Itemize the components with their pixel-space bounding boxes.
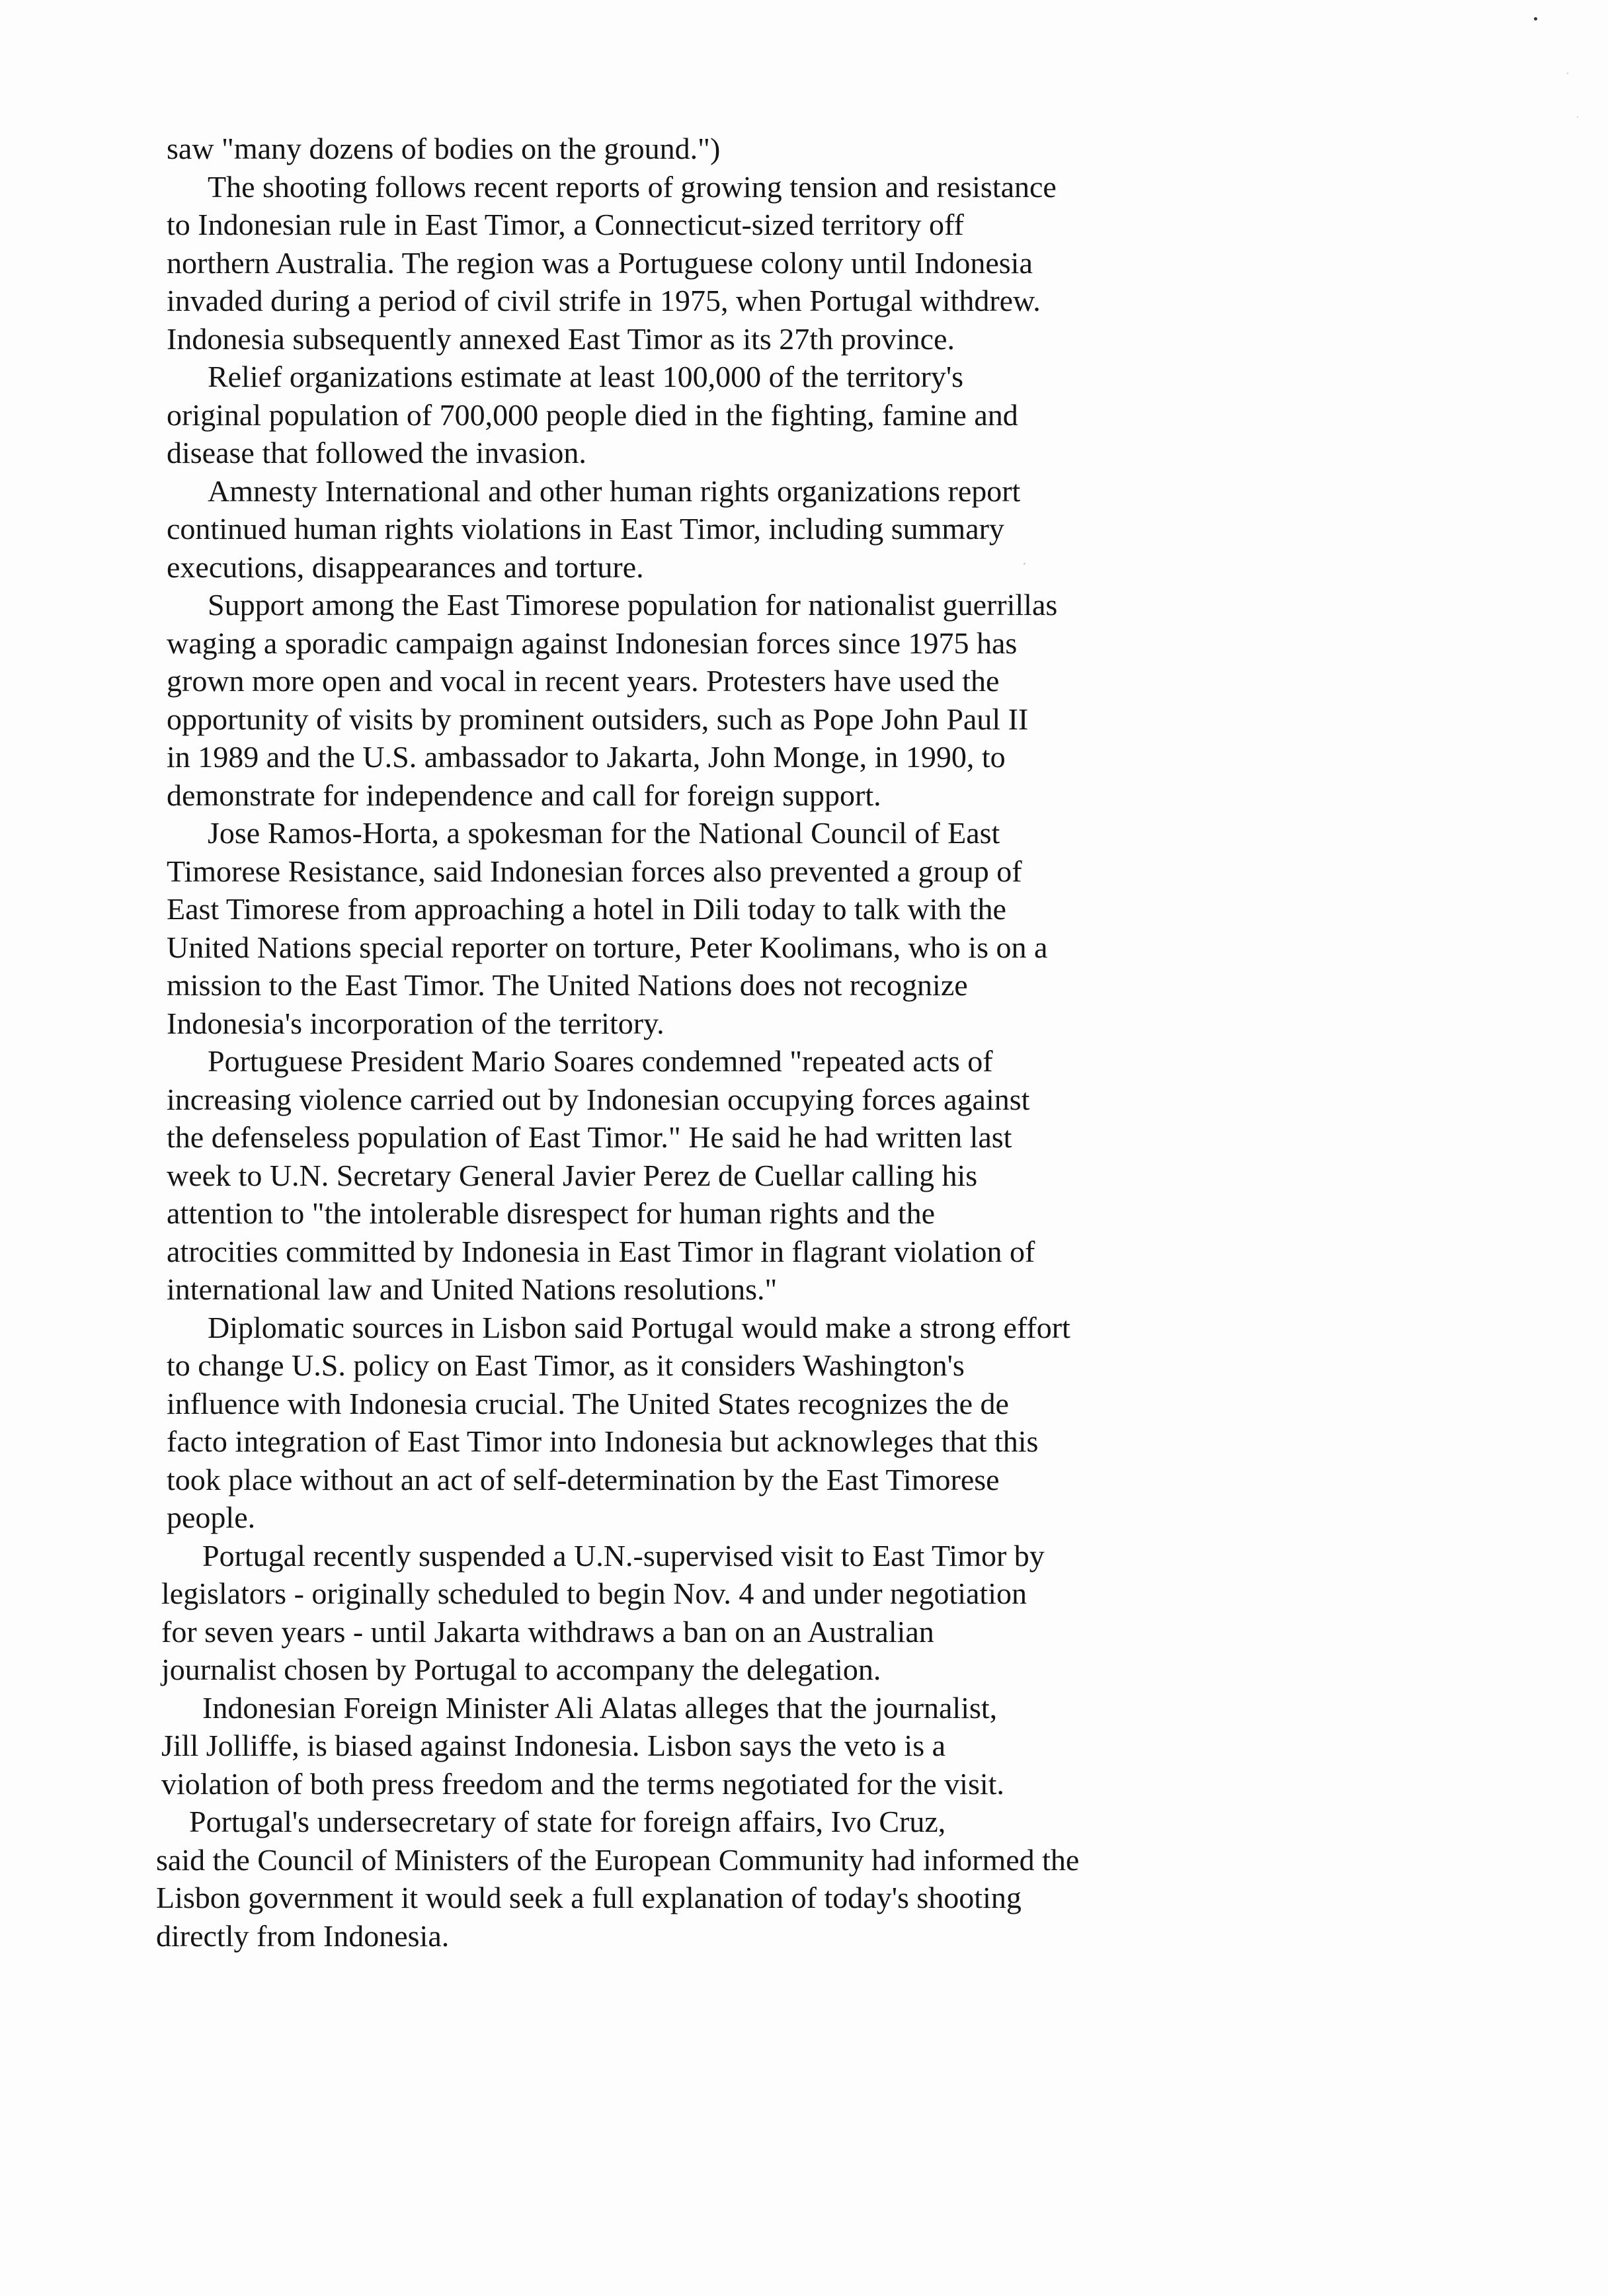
scan-speck [1567,73,1568,74]
text-line: increasing violence carried out by Indonesian occupying forces against [167,1082,1030,1116]
text-line: Support among the East Timorese population for nationalist guerrillas [208,588,1058,622]
text-line: Amnesty International and other human rights organizations report [208,473,1021,508]
text-line: Indonesia's incorporation of the territory. [167,1006,664,1040]
text-line: international law and United Nations resolutions." [167,1272,778,1306]
text-line: atrocities committed by Indonesia in East Timor in flagrant violation of [167,1234,1035,1268]
scan-speck [1577,116,1578,118]
paragraph-relief-estimate [167,358,1304,472]
text-line: in 1989 and the U.S. ambassador to Jakarta, John Monge, in 1990, to [167,740,1006,774]
text-line: Jill Jolliffe, is biased against Indonesia. Lisbon says the veto is a [161,1729,946,1762]
text-line: to Indonesian rule in East Timor, a Connecticut-sized territory off [167,208,964,241]
text-line: Timorese Resistance, said Indonesian forces also prevented a group of [167,854,1022,888]
text-line: the defenseless population of East Timor." He said he had written last [167,1120,1012,1154]
text-line: continued human rights violations in East Timor, including summary [167,512,1004,546]
text-line: East Timorese from approaching a hotel in Dili today to talk with the [167,892,1006,926]
paragraph-ramos-horta [167,814,1304,1042]
text-line: journalist chosen by Portugal to accompany the delegation. [161,1653,881,1686]
paragraph-amnesty [167,472,1304,587]
text-line: people. [167,1500,256,1534]
paragraph-ivo-cruz [156,1803,1304,1955]
text-line: attention to "the intolerable disrespect for human rights and the [167,1196,936,1230]
text-line: opportunity of visits by prominent outsiders, such as Pope John Paul II [167,702,1029,736]
text-line: said the Council of Ministers of the European Community had informed the [156,1842,1080,1877]
text-line: for seven years - until Jakarta withdraws a ban on an Australian [161,1614,934,1649]
paragraph-alatas [161,1689,1304,1803]
text-line: Jose Ramos-Horta, a spokesman for the National Council of East [208,816,1000,850]
text-line: legislators - originally scheduled to begin Nov. 4 and under negotiation [161,1577,1027,1610]
text-line: week to U.N. Secretary General Javier Perez de Cuellar calling his [167,1158,978,1192]
article-body [156,130,1304,1955]
text-line: Portugal recently suspended a U.N.-supervised visit to East Timor by [202,1538,1045,1573]
scan-speck [1534,17,1537,20]
paragraph-suspended-visit [161,1537,1304,1689]
paragraph-soares [167,1042,1304,1309]
text-line: Diplomatic sources in Lisbon said Portugal would make a strong effort [208,1310,1070,1344]
text-line: Portuguese President Mario Soares condemned "repeated acts of [208,1044,993,1078]
paragraph-support-guerrillas [167,586,1304,814]
text-line: northern Australia. The region was a Portuguese colony until Indonesia [167,245,1033,280]
text-line: directly from Indonesia. [156,1918,450,1953]
text-line: The shooting follows recent reports of growing tension and resistance [208,169,1057,204]
text-line: demonstrate for independence and call for foreign support. [167,778,881,812]
text-line: Lisbon government it would seek a full explanation of today's shooting [156,1881,1022,1914]
text-line: disease that followed the invasion. [167,436,586,470]
paragraph-shooting-tension [167,168,1304,358]
text-line: mission to the East Timor. The United Nations does not recognize [167,968,968,1002]
text-line: facto integration of East Timor into Indonesia but acknowleges that this [167,1424,1039,1458]
paragraph-continuation [167,130,1304,168]
text-line: took place without an act of self-determination by the East Timorese [167,1462,1000,1496]
text-line: saw "many dozens of bodies on the ground.") [167,132,721,165]
paragraph-diplomatic-sources [167,1309,1304,1537]
text-line: Relief organizations estimate at least 100,000 of the territory's [208,360,964,393]
text-line: original population of 700,000 people died in the fighting, famine and [167,397,1018,432]
text-line: Indonesian Foreign Minister Ali Alatas alleges that the journalist, [202,1690,998,1725]
text-line: Indonesia subsequently annexed East Timor as its 27th province. [167,321,955,356]
text-line: United Nations special reporter on torture, Peter Koolimans, who is on a [167,930,1048,964]
text-line: to change U.S. policy on East Timor, as it considers Washington's [167,1348,965,1382]
text-line: violation of both press freedom and the terms negotiated for the visit. [161,1766,1004,1801]
text-line: waging a sporadic campaign against Indonesian forces since 1975 has [167,626,1018,660]
text-line: Portugal's undersecretary of state for foreign affairs, Ivo Cruz, [189,1805,946,1838]
text-line: influence with Indonesia crucial. The United States recognizes the de [167,1386,1009,1420]
text-line: executions, disappearances and torture. [167,550,644,584]
text-line: invaded during a period of civil strife in 1975, when Portugal withdrew. [167,284,1041,317]
text-line: grown more open and vocal in recent years. Protesters have used the [167,664,1000,698]
